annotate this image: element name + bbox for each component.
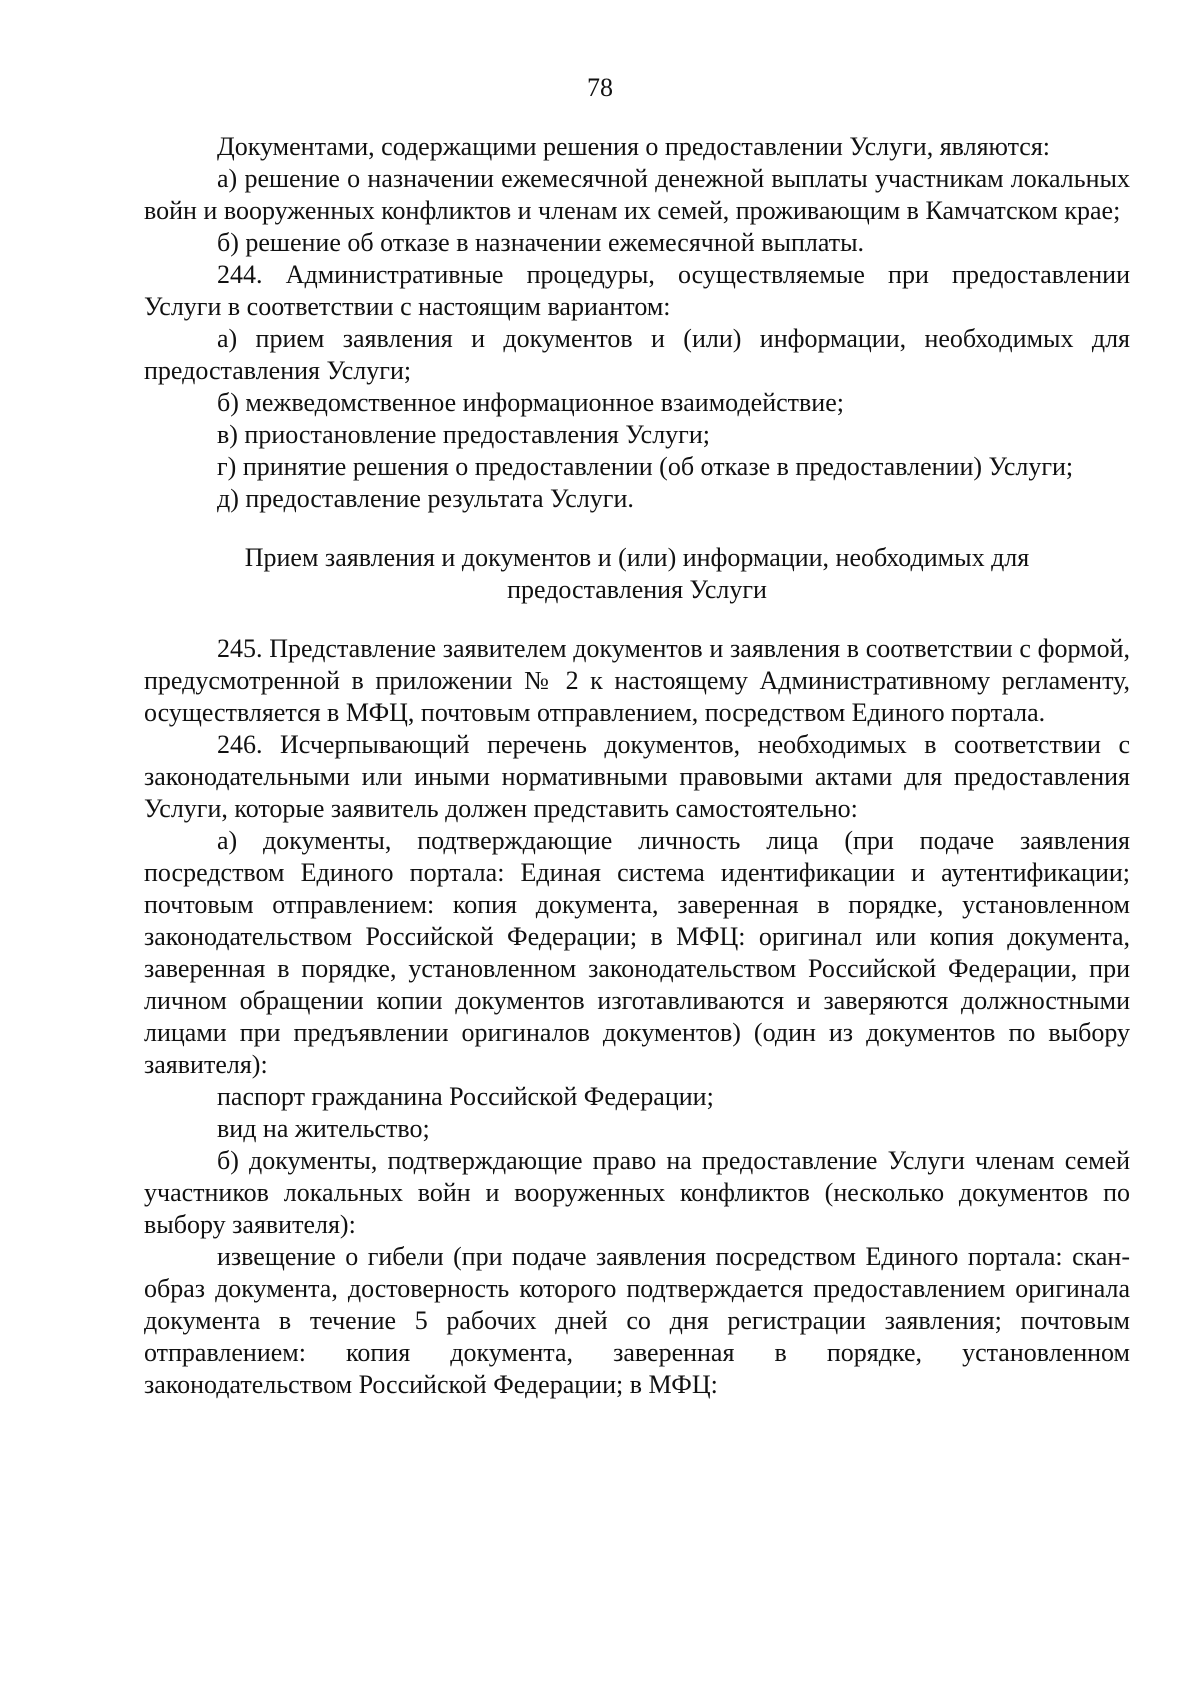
- page-number: 78: [587, 73, 613, 102]
- document-body: [144, 131, 1130, 1401]
- section-heading-line: Прием заявления и документов и (или) информации, необходимых для: [244, 543, 1030, 572]
- paragraph: паспорт гражданина Российской Федерации;: [217, 1082, 714, 1111]
- paragraph: 246. Исчерпывающий перечень документов, необходимых в соответствии с законодательными или иными нормативными правовыми актами для предоставления Услуги, которые заявитель должен представить самостоятельно:: [144, 730, 1130, 823]
- paragraph: б) решение об отказе в назначении ежемесячной выплаты.: [217, 228, 865, 257]
- paragraph: б) документы, подтверждающие право на предоставление Услуги членам семей участников локальных войн и вооруженных конфликтов (несколько документов по выбору заявителя):: [144, 1146, 1130, 1239]
- paragraph: г) принятие решения о предоставлении (об отказе в предоставлении) Услуги;: [217, 452, 1074, 481]
- section-heading: [144, 542, 1130, 606]
- paragraph: б) межведомственное информационное взаимодействие;: [217, 388, 844, 417]
- paragraph: Документами, содержащими решения о предоставлении Услуги, являются:: [217, 132, 1051, 161]
- paragraph: д) предоставление результата Услуги.: [217, 484, 634, 513]
- paragraph: 245. Представление заявителем документов и заявления в соответствии с формой, предусмотренной в приложении № 2 к настоящему Административному регламенту, осуществляется в МФЦ, почтовым отправлением, посредством Единого портала.: [144, 634, 1130, 727]
- paragraph: а) документы, подтверждающие личность лица (при подаче заявления посредством Единого портала: Единая система идентификации и аутентификации; почтовым отправлением: копия документа, заверенная в порядке, установленном законодательством Российской Федерации; в МФЦ: оригинал или копия документа, заверенная в порядке, установленном законодательством Российской Федерации, при личном обращении копии документов изготавливаются и заверяются должностными лицами при предъявлении оригиналов документов) (один из документов по выбору заявителя):: [144, 826, 1130, 1079]
- section-heading-line: предоставления Услуги: [507, 575, 767, 604]
- paragraph: вид на жительство;: [217, 1114, 430, 1143]
- paragraph: в) приостановление предоставления Услуги;: [217, 420, 710, 449]
- paragraph: а) прием заявления и документов и (или) информации, необходимых для предоставления Услуги;: [144, 324, 1130, 385]
- paragraph: а) решение о назначении ежемесячной денежной выплаты участникам локальных войн и вооруженных конфликтов и членам их семей, проживающим в Камчатском крае;: [144, 164, 1130, 225]
- paragraph: 244. Административные процедуры, осуществляемые при предоставлении Услуги в соответствии с настоящим вариантом:: [144, 260, 1130, 321]
- paragraph: извещение о гибели (при подаче заявления посредством Единого портала: скан-образ документа, достоверность которого подтверждается предоставлением оригинала документа в течение 5 рабочих дней со дня регистрации заявления; почтовым отправлением: копия документа, заверенная в порядке, установленном законодательством Российской Федерации; в МФЦ:: [144, 1242, 1130, 1399]
